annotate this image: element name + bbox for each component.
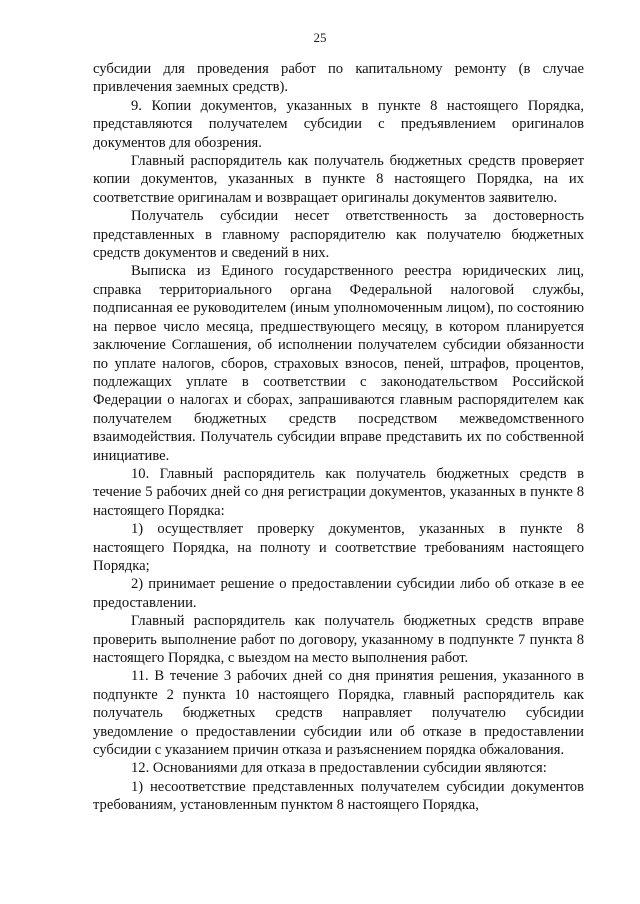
paragraph-item-10: 10. Главный распорядитель как получатель бюджетных средств в течение 5 рабочих дней со дня регистрации документов, указанных в пункте 8 настоящего Порядка: (93, 465, 584, 519)
paragraph-item-10-sub-1: 1) осуществляет проверку документов, указанных в пункте 8 настоящего Порядка, на полноту и соответствие требованиям настоящего Порядка; (93, 521, 584, 574)
paragraph-copies-check: Главный распорядитель как получатель бюджетных средств проверяет копии документов, указанных в пункте 8 настоящего Порядка, на их соответствие оригиналам и возвращает оригиналы документов заявителю. (93, 153, 584, 206)
paragraph-responsibility: Получатель субсидии несет ответственность за достоверность представленных в главному распорядителю как получателю бюджетных средств документов и сведений в них. (93, 208, 584, 262)
paragraph-item-9: 9. Копии документов, указанных в пункте 8 настоящего Порядка, представляются получателем субсидии с предъявлением оригиналов документов для обозрения. (93, 97, 584, 151)
document-body (93, 60, 584, 815)
paragraph-item-12-sub-1: 1) несоответствие представленных получателем субсидии документов требованиям, установленным пунктом 8 настоящего Порядка, (93, 778, 584, 814)
paragraph-item-12: 12. Основаниями для отказа в предоставлении субсидии являются: (131, 760, 547, 777)
paragraph-registry-extract: Выписка из Единого государственного реестра юридических лиц, справка территориального органа Федеральной налоговой службы, подписанная ее руководителем (иным уполномоченным лицом), по состоянию на первое число месяца, предшествующего месяцу, в котором планируется заключение Соглашения, об исполнении получателем субсидии обязанности по уплате налогов, сборов, страховых взносов, пеней, штрафов, процентов, подлежащих уплате в соответствии с законодательством Российской Федерации о налогах и сборах, запрашиваются главным распорядителем как получателем бюджетных средств посредством межведомственного взаимодействия. Получатель субсидии вправе представить их по собственной инициативе. (93, 263, 584, 464)
paragraph-continuation: субсидии для проведения работ по капитальному ремонту (в случае привлечения заемных средств). (93, 61, 584, 96)
paragraph-work-verification: Главный распорядитель как получатель бюджетных средств вправе проверить выполнение работ по договору, указанному в подпункте 7 пункта 8 настоящего Порядка, с выездом на место выполнения работ. (93, 613, 584, 666)
paragraph-item-11: 11. В течение 3 рабочих дней со дня принятия решения, указанного в подпункте 2 пункта 10 настоящего Порядка, главный распорядитель как получатель бюджетных средств направляет получателю субсидии уведомление о предоставлении субсидии или об отказе в предоставлении субсидии с указанием причин отказа и разъяснением порядка обжалования. (93, 668, 584, 759)
paragraph-item-10-sub-2: 2) принимает решение о предоставлении субсидии либо об отказе в ее предоставлении. (93, 576, 584, 611)
page-number: 25 (313, 30, 327, 45)
